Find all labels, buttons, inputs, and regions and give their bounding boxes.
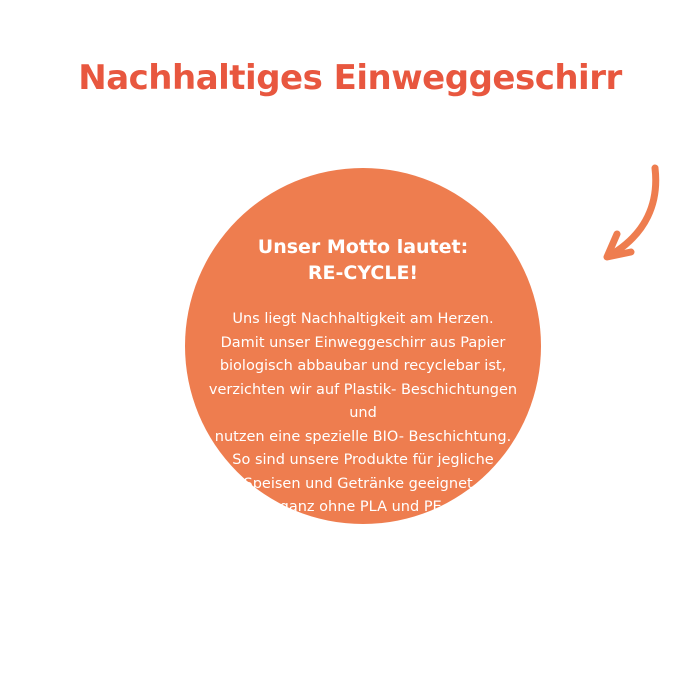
motto-line-1: Unser Motto lautet: xyxy=(257,236,469,258)
motto-body-line: Speisen und Getränke geeignet - xyxy=(243,475,483,492)
motto-body-line: nutzen eine spezielle BIO- Beschichtung. xyxy=(214,428,512,445)
motto-body-line: Damit unser Einweggeschirr aus Papier xyxy=(220,334,506,351)
motto-body-line: So sind unsere Produkte für jegliche xyxy=(232,452,494,469)
motto-body-line: Uns liegt Nachhaltigkeit am Herzen. xyxy=(232,311,494,328)
motto-body-line: ganz ohne PLA und PE. xyxy=(279,499,447,516)
motto-body-line: verzichten wir auf Plastik- Beschichtungen und xyxy=(208,381,518,422)
motto-body-line: biologisch abbaubar und recyclebar ist, xyxy=(219,358,507,375)
motto-circle xyxy=(185,168,541,563)
motto-body-line: Kreislaufwirtschaft! xyxy=(292,546,434,563)
motto-line-2: RE-CYCLE! xyxy=(307,262,419,285)
curved-arrow-icon xyxy=(543,162,661,282)
motto-body-line: Für eine nachhaltigere xyxy=(281,522,445,539)
motto-body xyxy=(203,308,523,566)
page-title: Nachhaltiges Einweggeschirr xyxy=(78,58,622,98)
motto-heading xyxy=(258,234,468,286)
